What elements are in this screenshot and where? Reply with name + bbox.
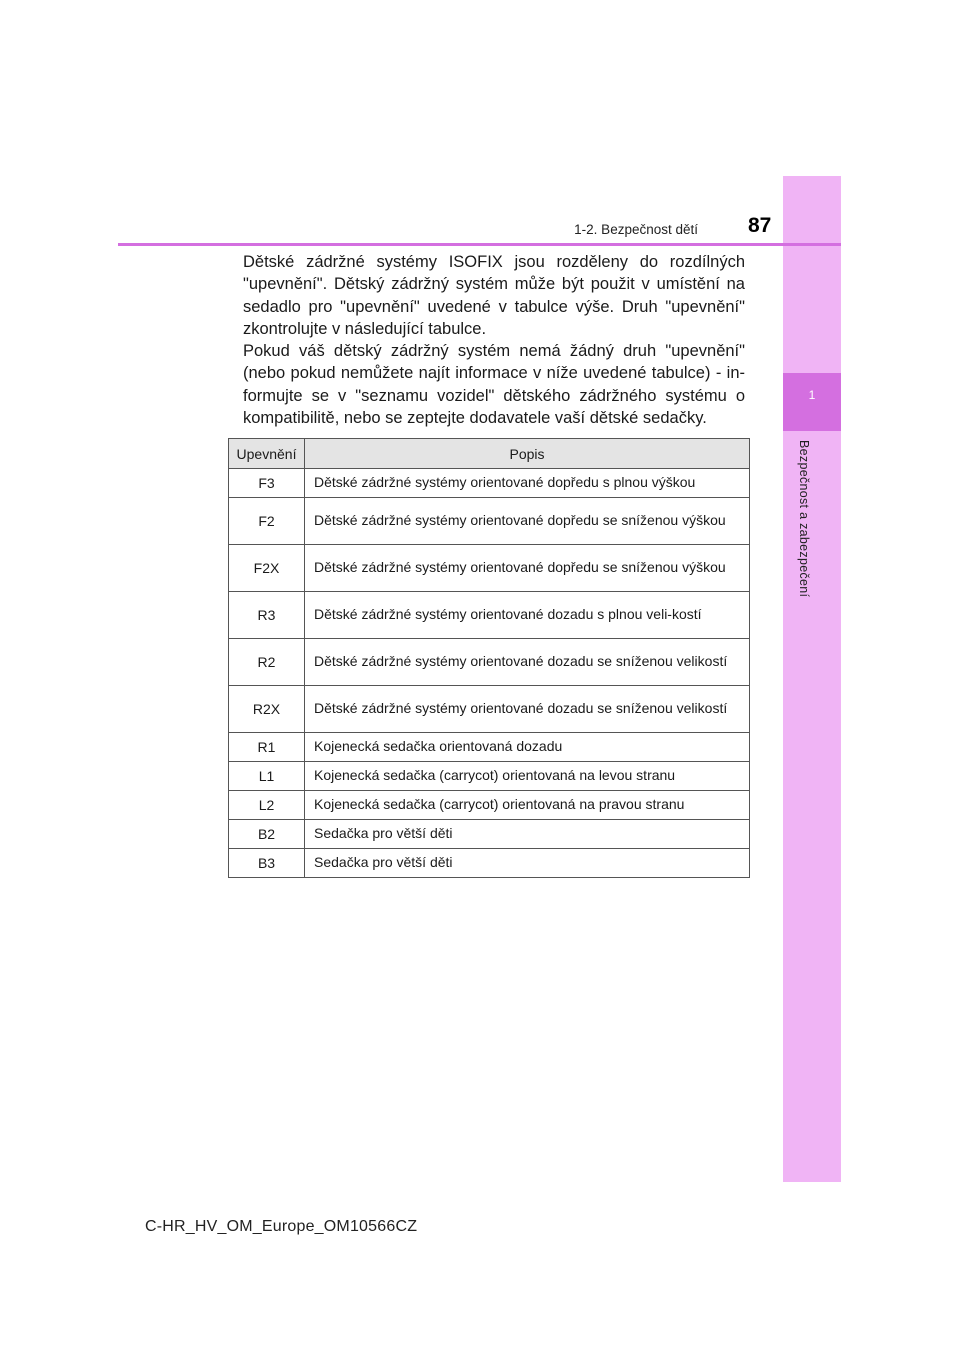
fixture-code: B2	[229, 820, 305, 849]
chapter-index-tab	[783, 373, 841, 431]
table-row	[229, 762, 750, 791]
table-row	[229, 469, 750, 498]
fixture-description: Sedačka pro větší děti	[305, 820, 750, 849]
table-header-row	[229, 439, 750, 469]
fixture-code: B3	[229, 849, 305, 878]
intro-text	[243, 251, 745, 429]
fixture-code: R3	[229, 592, 305, 639]
page-number: 87	[748, 214, 772, 237]
fixture-description: Kojenecká sedačka (carrycot) orientovaná na levou stranu	[305, 762, 750, 791]
fixture-code: F3	[229, 469, 305, 498]
fixture-description: Kojenecká sedačka (carrycot) orientovaná na pravou stranu	[305, 791, 750, 820]
intro-paragraph-2: Pokud váš dětský zádržný systém nemá žádný druh "upevnění" (nebo pokud nemůžete najít informace v níže uvedené tabulce) - in-formujte se v "seznamu vozidel" dětského zádržného systému o kompatibilitě, nebo se zeptejte dodavatele vaší dětské sedačky.	[243, 342, 745, 428]
fixture-description: Dětské zádržné systémy orientované dopředu se sníženou výškou	[305, 545, 750, 592]
fixture-description: Dětské zádržné systémy orientované dozadu s plnou veli-kostí	[305, 592, 750, 639]
fixture-code: L2	[229, 791, 305, 820]
fixture-code: L1	[229, 762, 305, 791]
fixture-description: Sedačka pro větší děti	[305, 849, 750, 878]
table-row	[229, 733, 750, 762]
fixture-code: F2	[229, 498, 305, 545]
fixture-description: Dětské zádržné systémy orientované dozadu se sníženou velikostí	[305, 639, 750, 686]
fixture-code: R2	[229, 639, 305, 686]
chapter-index-bar	[783, 176, 841, 1182]
fixture-description: Kojenecká sedačka orientovaná dozadu	[305, 733, 750, 762]
column-header-description: Popis	[305, 439, 750, 469]
fixture-code: R1	[229, 733, 305, 762]
table-row	[229, 498, 750, 545]
column-header-fixture: Upevnění	[229, 439, 305, 469]
chapter-title: Bezpečnost a zabezpečení	[797, 440, 811, 598]
table-row	[229, 545, 750, 592]
table-row	[229, 686, 750, 733]
document-id: C-HR_HV_OM_Europe_OM10566CZ	[145, 1218, 418, 1235]
intro-paragraph-1: Dětské zádržné systémy ISOFIX jsou rozděleny do rozdílných "upevnění". Dětský zádržný systém může být použit v umístění na sedadlo pro "upevnění" uvedené v tabulce výše. Druh "upevnění" zkontrolujte v následující tabulce.	[243, 253, 745, 338]
table-row	[229, 592, 750, 639]
table-row	[229, 639, 750, 686]
table-row	[229, 791, 750, 820]
fixture-code: F2X	[229, 545, 305, 592]
fixture-code: R2X	[229, 686, 305, 733]
section-title: 1-2. Bezpečnost dětí	[574, 222, 698, 237]
fixture-description: Dětské zádržné systémy orientované dozadu se sníženou velikostí	[305, 686, 750, 733]
header-rule	[118, 243, 841, 246]
fixture-description: Dětské zádržné systémy orientované dopředu s plnou výškou	[305, 469, 750, 498]
chapter-number: 1	[808, 388, 816, 402]
table-row	[229, 820, 750, 849]
fixture-description: Dětské zádržné systémy orientované dopředu se sníženou výškou	[305, 498, 750, 545]
fixture-table	[228, 438, 750, 878]
table-row	[229, 849, 750, 878]
